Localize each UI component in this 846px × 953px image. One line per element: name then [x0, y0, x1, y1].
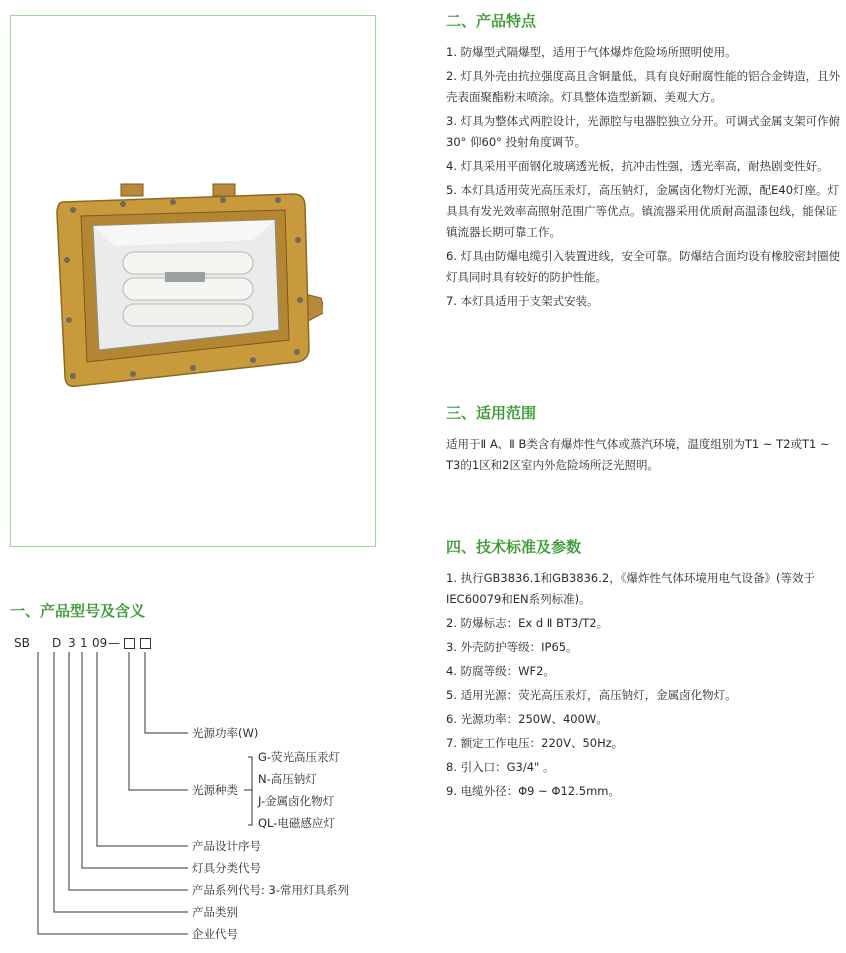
list-item: 5. 本灯具适用荧光高压汞灯，高压钠灯，金属卤化物灯光源，配E40灯座。灯具具有发光效率高照射范围广等优点。镇流器采用优质耐高温漆包线，能保证镇流器长期可靠工作。 — [446, 183, 840, 239]
label-company: 企业代号 — [192, 927, 238, 941]
label-g: G-荧光高压汞灯 — [258, 750, 341, 764]
list-item: 9. 电缆外径：Φ9 ~ Φ12.5mm。 — [446, 784, 621, 798]
list-item: 6. 光源功率：250W、400W。 — [446, 712, 608, 726]
list-item: 8. 引入口：G3/4" 。 — [446, 760, 555, 774]
code-box-1 — [124, 638, 135, 652]
label-design-no: 产品设计序号 — [192, 839, 261, 853]
code-09: 09 — [92, 636, 108, 650]
features-title: 二、产品特点 — [446, 12, 537, 30]
code-3: 3 — [68, 636, 76, 650]
list-item: 7. 本灯具适用于支架式安装。 — [446, 294, 599, 308]
features-list — [446, 42, 842, 315]
list-item: 3. 外壳防护等级：IP65。 — [446, 640, 578, 654]
list-item: 1. 执行GB3836.1和GB3836.2，《爆炸性气体环境用电气设备》(等效于IEC60079和EN系列标准)。 — [446, 571, 815, 606]
list-item: 4. 灯具采用平面钢化玻璃透光板，抗冲击性强，透光率高，耐热剧变性好。 — [446, 159, 829, 173]
product-image-frame — [10, 15, 376, 547]
model-title: 一、产品型号及含义 — [10, 602, 146, 620]
scope-text: 适用于Ⅱ A、Ⅱ B类含有爆炸性气体或蒸汽环境，温度组别为T1 ~ T2或T1 ~ T3的1区和2区室内外危险场所泛光照明。 — [446, 437, 830, 472]
explosion-proof-floodlight-image — [53, 180, 323, 390]
label-class-code: 灯具分类代号 — [192, 861, 261, 875]
label-j: J-金属卤化物灯 — [258, 794, 335, 808]
label-series-code: 产品系列代号: 3-常用灯具系列 — [192, 883, 349, 897]
list-item: 3. 灯具为整体式两腔设计，光源腔与电器腔独立分开。可调式金属支架可作俯30° 仰60° 投射角度调节。 — [446, 114, 841, 149]
code-sb: SB — [14, 636, 30, 650]
list-item: 4. 防腐等级：WF2。 — [446, 664, 555, 678]
code-box-2 — [140, 638, 151, 652]
code-dash: — — [108, 636, 120, 650]
label-source-type: 光源种类 — [192, 783, 238, 797]
list-item: 5. 适用光源：荧光高压汞灯，高压钠灯，金属卤化物灯。 — [446, 688, 737, 702]
scope-title: 三、适用范围 — [446, 404, 537, 422]
label-category: 产品类别 — [192, 905, 238, 919]
list-item: 6. 灯具由防爆电缆引入装置进线，安全可靠。防爆结合面均设有橡胶密封圈使灯具同时具有较好的防护性能。 — [446, 249, 841, 284]
label-n: N-高压钠灯 — [258, 772, 317, 786]
standards-list — [446, 568, 842, 805]
label-ql: QL-电磁感应灯 — [258, 816, 335, 830]
list-item: 7. 额定工作电压：220V、50Hz。 — [446, 736, 624, 750]
standards-title: 四、技术标准及参数 — [446, 538, 582, 556]
list-item: 2. 灯具外壳由抗拉强度高且含铜量低，具有良好耐腐性能的铝合金铸造，且外壳表面聚酯粉末喷涂。灯具整体造型新颖、美观大方。 — [446, 69, 841, 104]
list-item: 2. 防爆标志：Ex d Ⅱ BT3/T2。 — [446, 616, 609, 630]
label-power: 光源功率(W) — [192, 726, 259, 740]
list-item: 1. 防爆型式隔爆型，适用于气体爆炸危险场所照明使用。 — [446, 45, 737, 59]
code-1: 1 — [80, 636, 88, 650]
code-d: D — [52, 636, 62, 650]
